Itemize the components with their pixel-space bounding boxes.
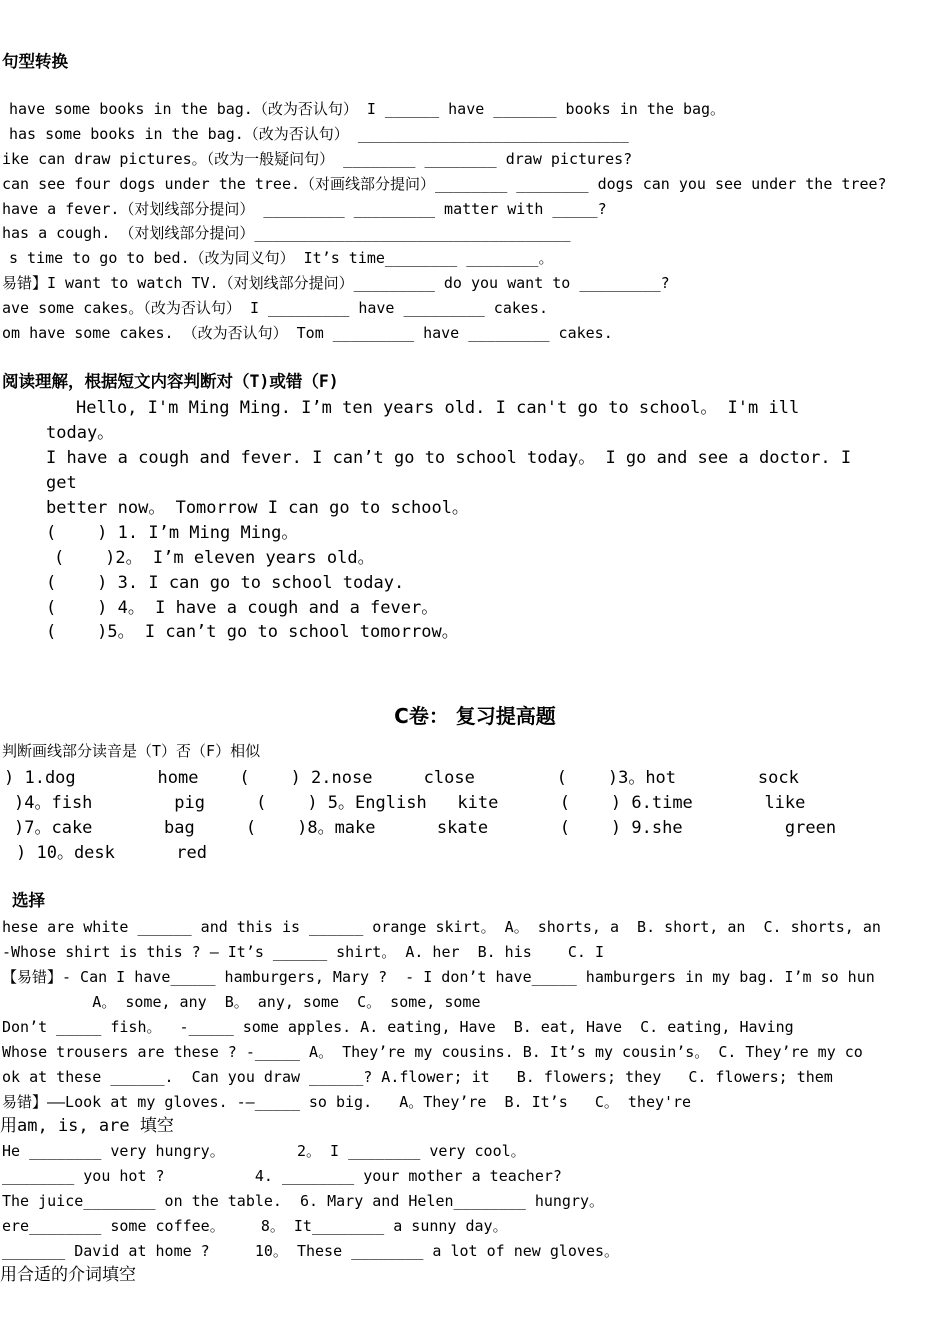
choice-line-4: A。 some, any B。 any, some C。 some, some (2, 993, 481, 1011)
fill-line-5: _______ David at home ? 10。 These ________ a lot of new gloves。 (2, 1242, 619, 1260)
transform-line-5: have a fever.（对划线部分提问） _________ _________ matter with _____? (2, 200, 607, 218)
choice-line-7: ok at these ______. Can you draw ______? A.flower; it B. flowers; they C. flowers; them (2, 1068, 833, 1086)
paper-heading: C卷： 复习提高题 (394, 704, 556, 728)
passage-line-2: today。 (46, 423, 115, 443)
fill-line-3: The juice________ on the table. 6. Mary and Helen________ hungry。 (2, 1192, 604, 1210)
transform-line-4: can see four dogs under the tree.（对画线部分提问）________ ________ dogs can you see under the tree? (2, 175, 887, 193)
choice-line-2: -Whose shirt is this ? – It’s ______ shirt。 A. her B. his C. I (2, 943, 604, 961)
section-title-transform: 句型转换 (2, 52, 68, 71)
fill-line-2: ________ you hot ? 4. ________ your mother a teacher? (2, 1167, 562, 1185)
transform-line-1: have some books in the bag.（改为否认句） I ______ have _______ books in the bag。 (9, 100, 726, 118)
section-title-fill: 用am, is, are 填空 (0, 1116, 174, 1136)
passage-line-4: get (46, 473, 77, 493)
section-title-prep: 用合适的介词填空 (0, 1265, 136, 1285)
phonics-row-4: ) 10。desk red (16, 843, 207, 863)
transform-line-10: om have some cakes. （改为否认句） Tom _________ have _________ cakes. (2, 324, 613, 342)
passage-line-1: Hello, I'm Ming Ming. I’m ten years old. I can't go to school。 I'm ill (76, 398, 800, 418)
choice-line-5: Don’t _____ fish。 -_____ some apples. A. eating, Have B. eat, Have C. eating, Having (2, 1018, 794, 1036)
fill-line-4: ere________ some coffee。 8。 It________ a sunny day。 (2, 1217, 508, 1235)
passage-line-5: better now。 Tomorrow I can go to school。 (46, 498, 469, 518)
transform-line-8: 易错】I want to watch TV.（对划线部分提问）_________ do you want to _________? (2, 274, 670, 292)
reading-item-4: ( ) 4。 I have a cough and a fever。 (46, 598, 439, 618)
choice-line-1: hese are white ______ and this is ______ orange skirt。 A。 shorts, a B. short, an C. shorts, an (2, 918, 881, 936)
choice-line-8: 易错】——Look at my gloves. -—_____ so big. A。They’re B. It’s C。 they're (2, 1093, 692, 1111)
choice-line-3: 【易错】- Can I have_____ hamburgers, Mary ? - I don’t have_____ hamburgers in my bag. I’m so hun (2, 968, 875, 986)
reading-item-5: ( )5。 I can’t go to school tomorrow。 (46, 622, 459, 642)
fill-line-1: He ________ very hungry。 2。 I ________ very cool。 (2, 1142, 526, 1160)
transform-line-6: has a cough. （对划线部分提问）___________________________________ (2, 224, 571, 242)
section-title-phonics: 判断画线部分读音是（T）否（F）相似 (2, 742, 261, 760)
transform-line-3: ike can draw pictures。（改为一般疑问句） ________ ________ draw pictures? (2, 150, 633, 168)
phonics-row-2: )4。fish pig ( ) 5。English kite ( ) 6.time like (14, 793, 806, 813)
choice-line-6: Whose trousers are these ? -_____ A。 They’re my cousins. B. It’s my cousin’s。 C. They’re my co (2, 1043, 863, 1061)
reading-item-3: ( ) 3. I can go to school today. (46, 573, 405, 593)
section-title-reading: 阅读理解，根据短文内容判断对（T)或错（F) (2, 372, 339, 391)
passage-line-3: I have a cough and fever. I can’t go to school today。 I go and see a doctor. I (46, 448, 852, 468)
reading-item-2: ( )2。 I’m eleven years old。 (54, 548, 375, 568)
reading-item-1: ( ) 1. I’m Ming Ming。 (46, 523, 299, 543)
phonics-row-1: ) 1.dog home ( ) 2.nose close ( )3。hot sock (4, 768, 799, 788)
phonics-row-3: )7。cake bag ( )8。make skate ( ) 9.she green (14, 818, 837, 838)
transform-line-2: has some books in the bag.（改为否认句） ______________________________ (9, 125, 629, 143)
transform-line-7: s time to go to bed.（改为同义句） It’s time________ ________。 (9, 249, 554, 267)
section-title-choice: 选择 (12, 891, 45, 910)
transform-line-9: ave some cakes。（改为否认句） I _________ have _________ cakes. (2, 299, 548, 317)
